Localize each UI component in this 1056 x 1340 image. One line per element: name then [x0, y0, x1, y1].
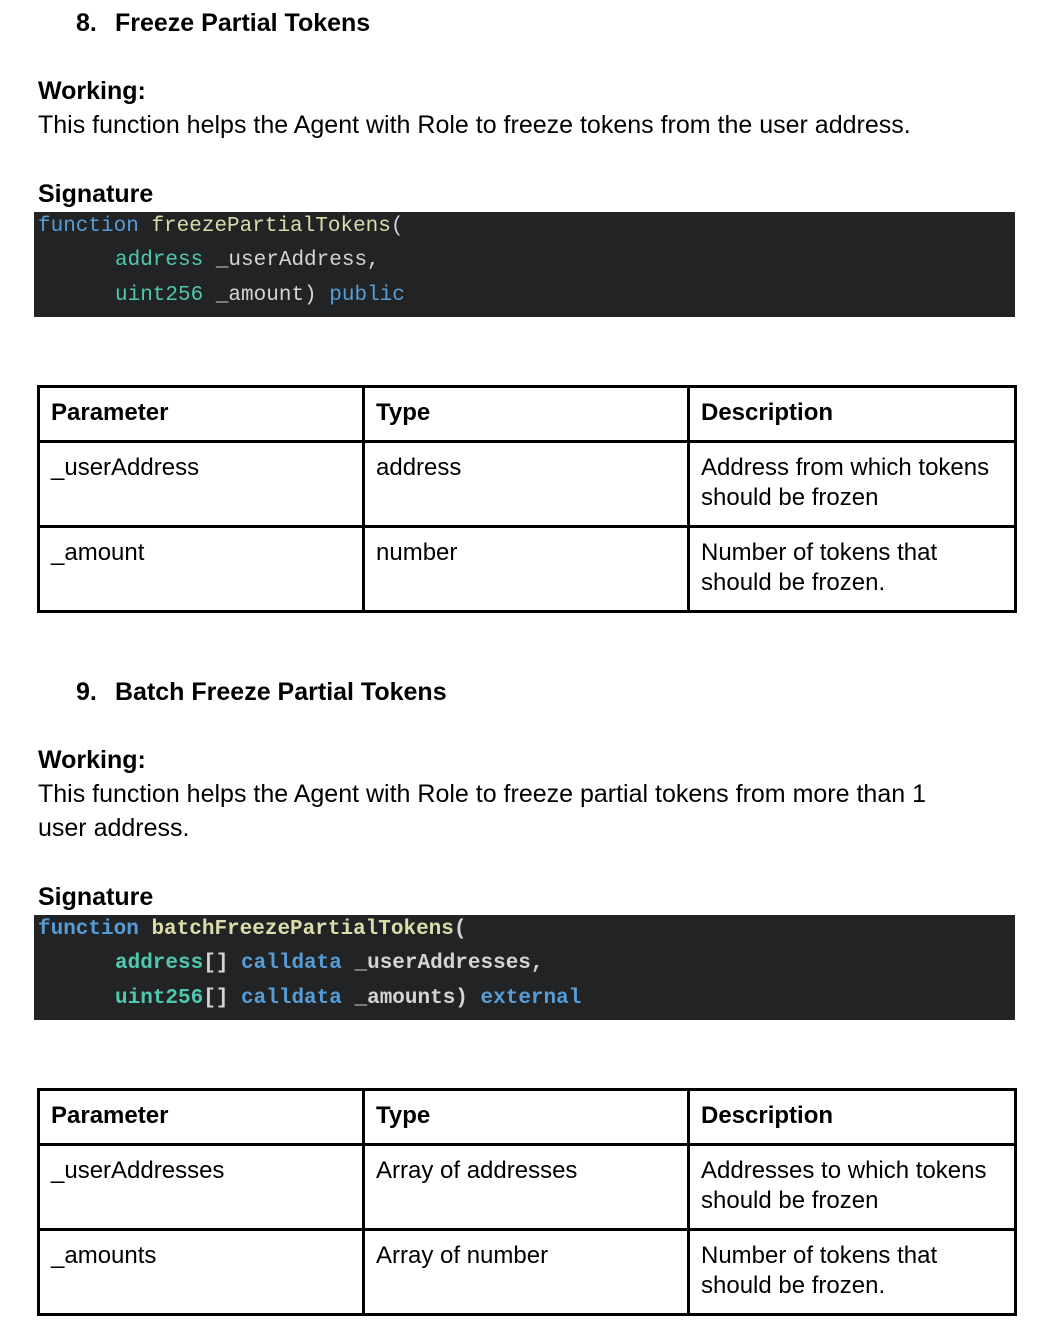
cell-type: Array of number — [364, 1230, 689, 1315]
header-parameter: Parameter — [39, 387, 364, 442]
cell-type: number — [364, 527, 689, 612]
code-param1-name: _userAddress, — [215, 249, 380, 272]
table-header-row — [39, 387, 1016, 442]
section-9-title: Batch Freeze Partial Tokens — [115, 678, 447, 706]
table-row — [39, 1230, 1016, 1315]
cell-type: address — [364, 442, 689, 527]
code-param2-name: _amounts) — [354, 987, 468, 1010]
code-param1-location: calldata — [241, 952, 342, 975]
cell-description: Number of tokens that should be frozen. — [689, 527, 1016, 612]
table-row — [39, 527, 1016, 612]
cell-parameter: _amounts — [39, 1230, 364, 1315]
code-param1-name: _userAddresses, — [354, 952, 544, 975]
code-visibility: external — [480, 987, 582, 1010]
header-type: Type — [364, 1090, 689, 1145]
section-8-title: Freeze Partial Tokens — [115, 9, 371, 37]
section-9-working-text: This function helps the Agent with Role to freeze partial tokens from more than 1 user address. — [38, 780, 926, 842]
code-open-paren: ( — [390, 215, 404, 238]
cell-description: Addresses to which tokens should be frozen — [689, 1145, 1016, 1230]
code-param1-brackets: [] — [203, 952, 229, 975]
cell-parameter: _amount — [39, 527, 364, 612]
table-row — [39, 1145, 1016, 1230]
header-description: Description — [689, 387, 1016, 442]
code-param2-name: _amount) — [215, 284, 317, 307]
section-8-working-text: This function helps the Agent with Role to freeze tokens from the user address. — [38, 111, 911, 139]
code-param2-location: calldata — [241, 987, 342, 1010]
cell-description: Number of tokens that should be frozen. — [689, 1230, 1016, 1315]
code-visibility: public — [329, 284, 405, 307]
cell-parameter: _userAddress — [39, 442, 364, 527]
table-header-row — [39, 1090, 1016, 1145]
header-type: Type — [364, 387, 689, 442]
header-description: Description — [689, 1090, 1016, 1145]
section-8-code-block — [34, 212, 1015, 317]
section-9-working-label: Working: — [38, 746, 146, 774]
code-function-name: batchFreezePartialTokens — [151, 918, 454, 941]
section-8-number: 8. — [76, 9, 97, 37]
section-8-parameter-table — [37, 385, 1017, 613]
code-param2-brackets: [] — [203, 987, 229, 1010]
code-param2-type: uint256 — [115, 284, 204, 307]
section-9-heading — [76, 677, 447, 707]
table-row — [39, 442, 1016, 527]
section-9-parameter-table — [37, 1088, 1017, 1316]
header-parameter: Parameter — [39, 1090, 364, 1145]
section-9-number: 9. — [76, 678, 97, 706]
code-param2-type: uint256 — [115, 987, 204, 1010]
code-function-name: freezePartialTokens — [151, 215, 391, 238]
section-9-code-block — [34, 915, 1015, 1020]
cell-parameter: _userAddresses — [39, 1145, 364, 1230]
code-keyword-function: function — [38, 918, 139, 941]
section-8-heading — [76, 8, 370, 38]
section-8-working-label: Working: — [38, 77, 146, 105]
cell-description: Address from which tokens should be frozen — [689, 442, 1016, 527]
cell-type: Array of addresses — [364, 1145, 689, 1230]
code-open-paren: ( — [453, 918, 467, 941]
section-9-signature-label: Signature — [38, 883, 154, 911]
code-keyword-function: function — [38, 215, 139, 238]
code-param1-type: address — [115, 249, 204, 272]
section-8-signature-label: Signature — [38, 180, 154, 208]
code-param1-type: address — [115, 952, 204, 975]
